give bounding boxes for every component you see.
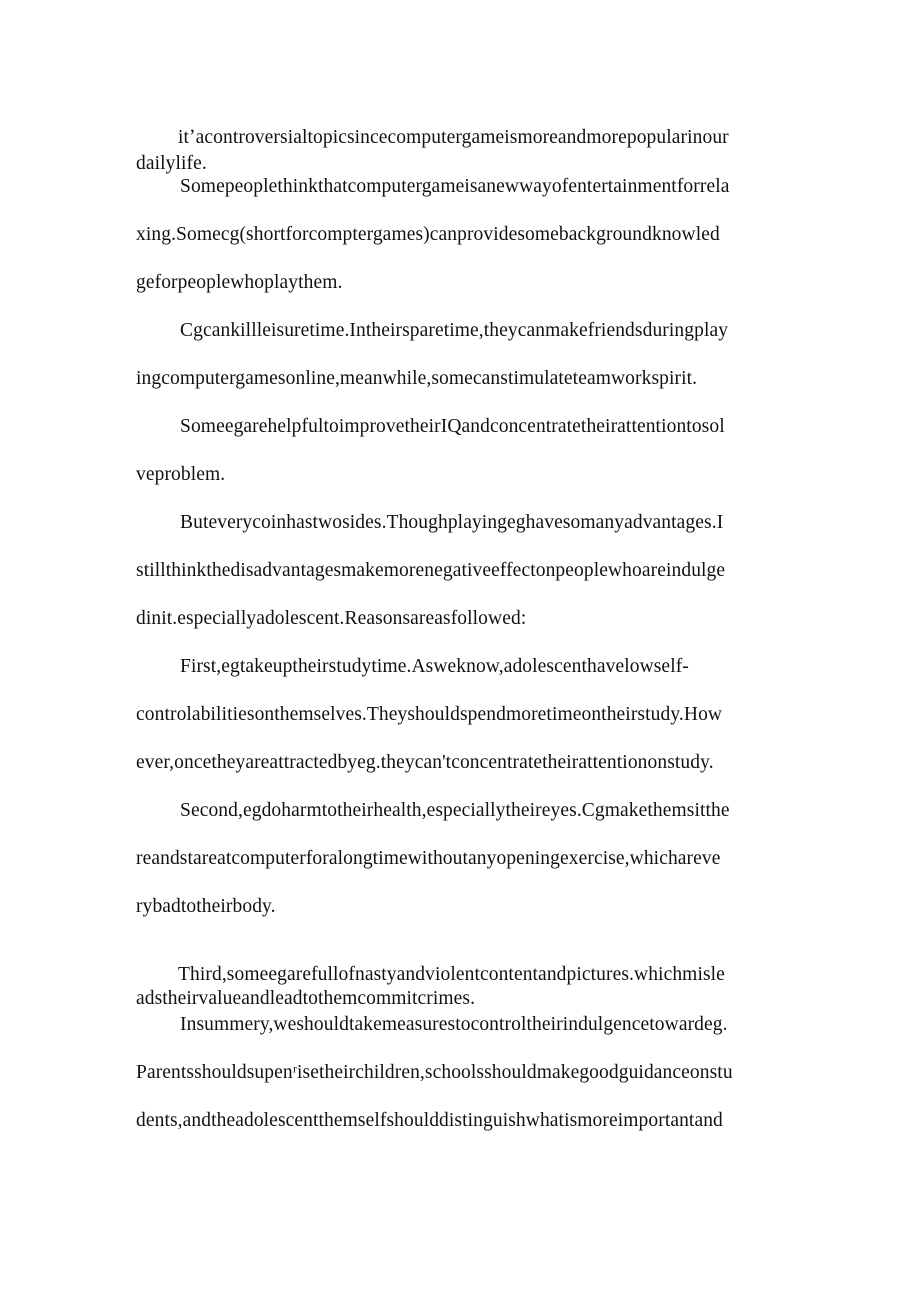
text-line: First,egtakeuptheirstudytime.Asweknow,adolescenthavelowself- — [180, 656, 689, 677]
text-line: Third,someegarefullofnastyandviolentcontentandpictures.whichmisle — [178, 964, 725, 985]
text-line: controlabilitiesonthemselves.Theyshouldspendmoretimeontheirstudy.How — [136, 704, 723, 725]
text-line: dinit.especiallyadolescent.Reasonsareasfollowed: — [136, 608, 527, 629]
text-line: SomeegarehelpfultoimprovetheirIQandconcentratetheirattentiontosol — [180, 416, 725, 437]
text-line: dailylife. — [136, 153, 207, 174]
text-line: dents,andtheadolescentthemselfshoulddistinguishwhatismoreimportantand — [136, 1110, 723, 1131]
text-line: Cgcankillleisuretime.Intheirsparetime,theycanmakefriendsduringplay — [180, 320, 729, 341]
text-line: veproblem. — [136, 464, 226, 485]
text-line: Parentsshouldsupenʳisetheirchildren,schoolsshouldmakegoodguidanceonstu — [136, 1062, 733, 1083]
text-line: Buteverycoinhastwosides.Thoughplayingeghavesomanyadvantages.I — [180, 512, 724, 533]
text-line: Insummery,weshouldtakemeasurestocontroltheirindulgencetowardeg. — [180, 1014, 728, 1035]
text-line: stillthinkthedisadvantagesmakemorenegativeeffectonpeoplewhoareindulge — [136, 560, 726, 581]
text-line: adstheirvalueandleadtothemcommitcrimes. — [136, 988, 476, 1009]
text-line: xing.Somecg(shortforcomptergames)canprovidesomebackgroundknowled — [136, 224, 720, 245]
text-line: ever,oncetheyareattractedbyeg.theycan'tconcentratetheirattentiononstudy. — [136, 752, 714, 773]
text-line: ingcomputergamesonline,meanwhile,somecanstimulateteamworkspirit. — [136, 368, 698, 389]
text-line: Somepeoplethinkthatcomputergameisanewwayofentertainmentforrela — [180, 176, 730, 197]
text-line: reandstareatcomputerforalongtimewithoutanyopeningexercise,whichareve — [136, 848, 721, 869]
text-line: rybadtotheirbody. — [136, 896, 276, 917]
text-line: Second,egdoharmtotheirhealth,especiallytheireyes.Cgmakethemsitthe — [180, 800, 730, 821]
text-line: geforpeoplewhoplaythem. — [136, 272, 343, 293]
text-line: itʼacontroversialtopicsincecomputergameismoreandmorepopularinour — [178, 127, 729, 148]
